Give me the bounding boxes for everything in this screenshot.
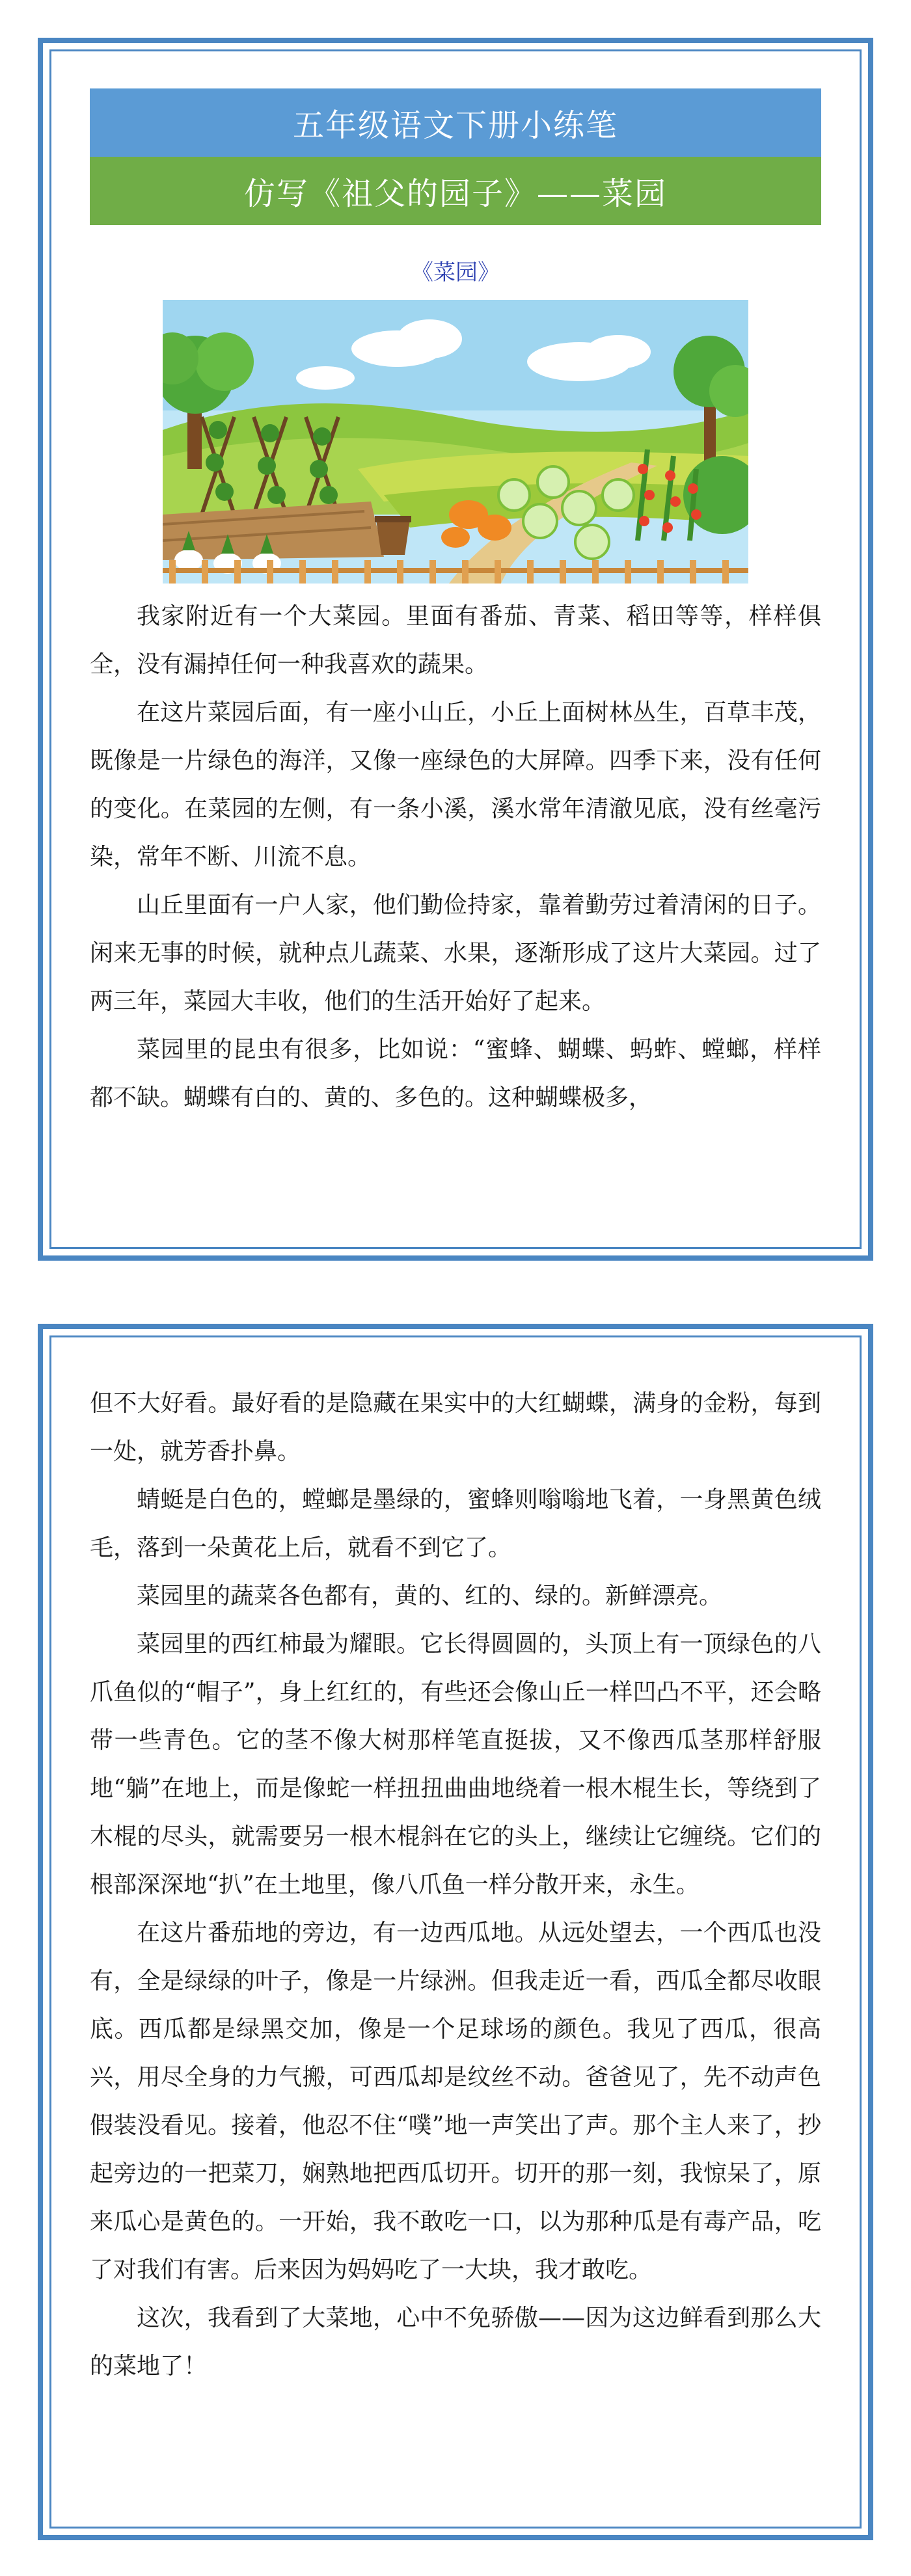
title-banner (90, 88, 821, 157)
subtitle-banner (90, 157, 821, 225)
paragraph: 菜园里的西红柿最为耀眼。它长得圆圆的，头顶上有一顶绿色的八爪鱼似的“帽子”，身上红红的，有些还会像山丘一样凹凸不平，还会略带一些青色。它的茎不像大树那样笔直挺拔，又不像西瓜茎那样舒服地“躺”在地上，而是像蛇一样扭扭曲曲地绕着一根木棍生长，等绕到了木棍的尽头，就需要另一根木棍斜在它的头上，继续让它缠绕。它们的根部深深地“扒”在土地里，像八爪鱼一样分散开来，永生。 (90, 1631, 821, 1898)
card-content-2 (90, 1380, 821, 2391)
article-title: 《菜园》 (411, 260, 500, 286)
vegetable-garden-illustration (163, 300, 748, 584)
paragraph: 在这片番茄地的旁边，有一边西瓜地。从远处望去，一个西瓜也没有，全是绿绿的叶子，像是一片绿洲。但我走近一看，西瓜全都尽收眼底。西瓜都是绿黑交加，像是一个足球场的颜色。我见了西瓜，很高兴，用尽全身的力气搬，可西瓜却是纹丝不动。爸爸见了，先不动声色假装没看见。接着，他忍不住“噗”地一声笑出了声。那个主人来了，抄起旁边的一把菜刀，娴熟地把西瓜切开。切开的那一刻，我惊呆了，原来瓜心是黄色的。一开始，我不敢吃一口，以为那种瓜是有毒产品，吃了对我们有害。后来因为妈妈吃了一大块，我才敢吃。 (90, 1920, 821, 2283)
paragraph: 菜园里的蔬菜各色都有，黄的、红的、绿的。新鲜漂亮。 (137, 1583, 723, 1609)
page-card-1 (38, 38, 873, 1261)
paragraph: 蜻蜓是白色的，螳螂是墨绿的，蜜蜂则嗡嗡地飞着，一身黑黄色绒毛，落到一朵黄花上后，就看不到它了。 (90, 1486, 821, 1561)
paragraph: 在这片菜园后面，有一座小山丘，小丘上面树林丛生，百草丰茂，既像是一片绿色的海洋，又像一座绿色的大屏障。四季下来，没有任何的变化。在菜园的左侧，有一条小溪，溪水常年清澈见底，没有丝毫污染，常年不断、川流不息。 (90, 699, 821, 870)
paragraph: 菜园里的昆虫有很多，比如说：“蜜蜂、蝴蝶、蚂蚱、螳螂，样样都不缺。蝴蝶有白的、黄的、多色的。这种蝴蝶极多， (90, 1036, 821, 1111)
paragraph-continuation: 但不大好看。最好看的是隐藏在果实中的大红蝴蝶，满身的金粉，每到一处，就芳香扑鼻。 (90, 1390, 821, 1465)
article-body-page-1 (90, 593, 821, 1122)
card-content-1 (90, 88, 821, 1122)
paragraph: 我家附近有一个大菜园。里面有番茄、青菜、稻田等等，样样俱全，没有漏掉任何一种我喜欢的蔬果。 (90, 603, 821, 678)
banner-title: 五年级语文下册小练笔 (292, 107, 618, 144)
article-body-page-2 (90, 1380, 821, 2391)
banner-subtitle: 仿写《祖父的园子》——菜园 (243, 176, 667, 212)
paragraph: 山丘里面有一户人家，他们勤俭持家，靠着勤劳过着清闲的日子。闲来无事的时候，就种点儿蔬菜、水果，逐渐形成了这片大菜园。过了两三年，菜园大丰收，他们的生活开始好了起来。 (90, 892, 821, 1015)
paragraph: 这次，我看到了大菜地，心中不免骄傲——因为这边鲜看到那么大的菜地了！ (90, 2305, 821, 2380)
page-card-2 (38, 1324, 873, 2540)
